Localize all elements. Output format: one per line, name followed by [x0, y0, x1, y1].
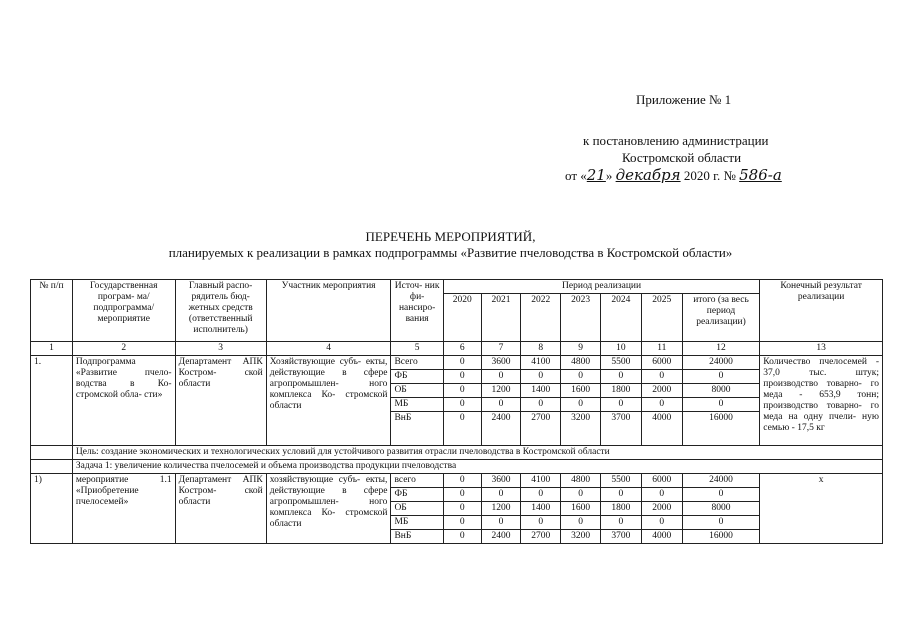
value-cell: 4000 — [641, 530, 682, 544]
value-cell: 0 — [600, 516, 641, 530]
value-cell: 4800 — [561, 356, 601, 370]
column-number: 2 — [72, 342, 175, 356]
date-day: 21 — [586, 166, 606, 184]
row-number: 1. — [31, 356, 73, 446]
value-cell: 1200 — [481, 384, 521, 398]
value-cell: 1800 — [600, 384, 641, 398]
col-header-admin: Главный распо- рядитель бюд- жетных средств (ответственный исполнитель) — [175, 280, 266, 342]
participant-cell: хозяйствующие субъ- екты, действующие в сфере агропромышлен- ного комплекса Ко- стромской области — [266, 474, 391, 544]
year-header: 2023 — [561, 294, 601, 342]
goal-row — [31, 446, 883, 460]
value-cell: 0 — [521, 398, 561, 412]
source-cell: Всего — [391, 356, 443, 370]
row-number: 1) — [31, 474, 73, 544]
admin-cell: Департамент АПК Костром- ской области — [175, 356, 266, 446]
value-cell: 0 — [443, 516, 481, 530]
value-cell: 3200 — [561, 530, 601, 544]
value-cell: 2700 — [521, 412, 561, 446]
value-cell: 1600 — [561, 502, 601, 516]
value-cell: 1200 — [481, 502, 521, 516]
header-row — [31, 280, 883, 294]
program-cell: Подпрограмма «Развитие пчело- водства в Ко- стромской обла- сти» — [72, 356, 175, 446]
value-cell: 4000 — [641, 412, 682, 446]
value-cell: 0 — [600, 488, 641, 502]
source-cell: МБ — [391, 398, 443, 412]
source-cell: ФБ — [391, 488, 443, 502]
value-cell: 0 — [443, 370, 481, 384]
value-cell: 3700 — [600, 412, 641, 446]
value-cell: 0 — [443, 502, 481, 516]
measures-table — [30, 279, 883, 544]
appendix-title: Приложение № 1 — [636, 92, 732, 107]
source-cell: МБ — [391, 516, 443, 530]
value-cell: 0 — [561, 398, 601, 412]
value-cell: 2000 — [641, 502, 682, 516]
value-cell: 0 — [481, 370, 521, 384]
value-cell: 4100 — [521, 474, 561, 488]
column-number: 6 — [443, 342, 481, 356]
value-cell: 0 — [481, 516, 521, 530]
source-cell: ВнБ — [391, 412, 443, 446]
value-cell: 2400 — [481, 530, 521, 544]
value-cell: 0 — [443, 474, 481, 488]
admin-cell: Департамент АПК Костром- ской области — [175, 474, 266, 544]
document-subtitle: планируемых к реализации в рамках подпрограммы «Развитие пчеловодства в Костромской области» — [168, 245, 733, 260]
column-number: 13 — [760, 342, 883, 356]
total-cell: 16000 — [682, 412, 760, 446]
value-cell: 0 — [561, 488, 601, 502]
value-cell: 0 — [443, 530, 481, 544]
column-number: 7 — [481, 342, 521, 356]
goal-text: Цель: создание экономических и технологических условий для устойчивого развития отрасли пчеловодства в Костромской области — [72, 446, 882, 460]
date-prefix: от « — [565, 168, 587, 183]
value-cell: 3600 — [481, 474, 521, 488]
date-year: 2020 г. № — [683, 168, 736, 183]
total-cell: 0 — [682, 488, 760, 502]
column-number: 10 — [600, 342, 641, 356]
value-cell: 6000 — [641, 356, 682, 370]
total-cell: 8000 — [682, 384, 760, 398]
result-cell: х — [760, 474, 883, 544]
value-cell: 2400 — [481, 412, 521, 446]
table-row — [31, 474, 883, 488]
total-cell: 0 — [682, 398, 760, 412]
source-cell: всего — [391, 474, 443, 488]
source-cell: ОБ — [391, 502, 443, 516]
column-number: 5 — [391, 342, 443, 356]
total-cell: 24000 — [682, 474, 760, 488]
value-cell: 0 — [641, 398, 682, 412]
value-cell: 0 — [600, 398, 641, 412]
year-header: 2024 — [600, 294, 641, 342]
total-cell: 0 — [682, 516, 760, 530]
col-header-num: № п/п — [31, 280, 73, 342]
value-cell: 0 — [481, 398, 521, 412]
year-header: 2021 — [481, 294, 521, 342]
source-cell: ОБ — [391, 384, 443, 398]
column-number: 3 — [175, 342, 266, 356]
participant-cell: Хозяйствующие субъ- екты, действующие в сфере агропромышлен- ного комплекса Ко- стромской области — [266, 356, 391, 446]
total-cell: 8000 — [682, 502, 760, 516]
total-cell: 16000 — [682, 530, 760, 544]
table-row — [31, 356, 883, 370]
value-cell: 0 — [443, 488, 481, 502]
document-title: ПЕРЕЧЕНЬ МЕРОПРИЯТИЙ, — [365, 229, 536, 244]
value-cell: 4100 — [521, 356, 561, 370]
value-cell: 0 — [443, 356, 481, 370]
year-header: 2022 — [521, 294, 561, 342]
goal-spacer — [31, 446, 73, 460]
value-cell: 1400 — [521, 502, 561, 516]
value-cell: 0 — [641, 516, 682, 530]
value-cell: 0 — [443, 384, 481, 398]
value-cell: 0 — [561, 516, 601, 530]
date-mid: » — [605, 168, 613, 183]
value-cell: 0 — [443, 398, 481, 412]
document-number: 586-а — [739, 166, 782, 184]
value-cell: 5500 — [600, 356, 641, 370]
date-month: декабря — [615, 166, 681, 184]
value-cell: 3700 — [600, 530, 641, 544]
col-header-participant: Участник мероприятия — [266, 280, 391, 342]
col-header-period: Период реализации — [443, 280, 759, 294]
task-row — [31, 460, 883, 474]
task-text: Задача 1: увеличение количества пчелосемей и объема производства продукции пчеловодства — [72, 460, 882, 474]
program-cell: мероприятие 1.1 «Приобретение пчелосемей» — [72, 474, 175, 544]
value-cell: 1800 — [600, 502, 641, 516]
value-cell: 0 — [641, 488, 682, 502]
resolution-line: к постановлению администрации — [583, 133, 769, 148]
value-cell: 5500 — [600, 474, 641, 488]
column-number: 11 — [641, 342, 682, 356]
value-cell: 1600 — [561, 384, 601, 398]
value-cell: 3600 — [481, 356, 521, 370]
value-cell: 0 — [641, 370, 682, 384]
column-number: 4 — [266, 342, 391, 356]
value-cell: 4800 — [561, 474, 601, 488]
task-spacer — [31, 460, 73, 474]
column-number: 8 — [521, 342, 561, 356]
value-cell: 0 — [521, 488, 561, 502]
column-number-row — [31, 342, 883, 356]
value-cell: 0 — [561, 370, 601, 384]
year-header: 2020 — [443, 294, 481, 342]
value-cell: 2700 — [521, 530, 561, 544]
value-cell: 0 — [521, 370, 561, 384]
column-number: 9 — [561, 342, 601, 356]
region-line: Костромской области — [622, 150, 742, 165]
date-line — [565, 166, 782, 184]
value-cell: 0 — [521, 516, 561, 530]
total-cell: 24000 — [682, 356, 760, 370]
value-cell: 0 — [600, 370, 641, 384]
col-header-program: Государственная програм- ма/подпрограмма/ мероприятие — [72, 280, 175, 342]
source-cell: ВнБ — [391, 530, 443, 544]
col-header-source: Источ- ник фи- нансиро- вания — [391, 280, 443, 342]
total-cell: 0 — [682, 370, 760, 384]
result-cell: Количество пчелосемей - 37,0 тыс. штук; производство товарно- го меда - 653,9 тонн; производство товарно- го меда на одну пчели- ную семью - 17,5 кг — [760, 356, 883, 446]
column-number: 1 — [31, 342, 73, 356]
value-cell: 3200 — [561, 412, 601, 446]
value-cell: 0 — [443, 412, 481, 446]
year-header: 2025 — [641, 294, 682, 342]
source-cell: ФБ — [391, 370, 443, 384]
total-header: итого (за весь период реализации) — [682, 294, 760, 342]
value-cell: 0 — [481, 488, 521, 502]
value-cell: 6000 — [641, 474, 682, 488]
value-cell: 1400 — [521, 384, 561, 398]
value-cell: 2000 — [641, 384, 682, 398]
column-number: 12 — [682, 342, 760, 356]
col-header-result: Конечный результат реализации — [760, 280, 883, 342]
